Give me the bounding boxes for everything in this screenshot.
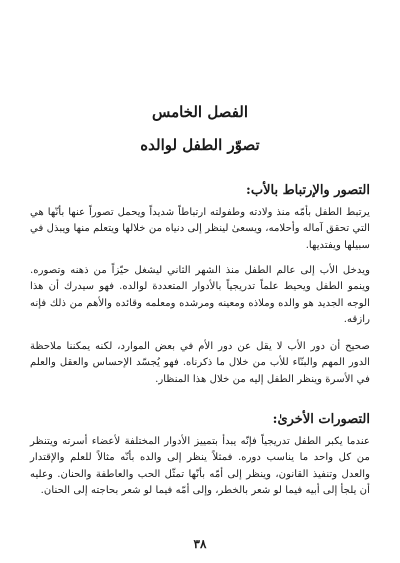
chapter-title: تصوّر الطفل لوالده	[140, 136, 260, 154]
chapter-number: الفصل الخامس	[151, 103, 249, 121]
page-number: ٣٨	[193, 537, 207, 551]
paragraph: عندما يكبر الطفل تدريجياً فإنّه يبدأ بتمييز الأدوار المختلفة لأعضاء أسرته ويتنظر من كل واحد ما يناسب دوره. فمثلاً ينظر إلى والده بأنّه مثالاً للعلم والإقتدار والعدل وتنفيذ القانون، وينظر إلى أمّه بأنّها تمثّل الحب والعاطفة والحنان. وعليه أن يلجأ إلى أبيه فيما لو شعر بالخطر، وإلى أمّه فيما لو شعر بحاجته إلى الحنان.	[30, 436, 370, 496]
section-heading-father-attachment: التصور والإرتباط بالأب:	[246, 183, 370, 198]
section-heading-other-perceptions: التصورات الأخرىٰ:	[272, 412, 370, 427]
paragraph: صحيح أن دور الأب لا يقل عن دور الأم في بعض الموارد، لكنه يمكننا ملاحظة الدور المهم والبنّاء للأب من خلال ما ذكرناه. فهو يُجسّد الإحساس والعقل والعلم في الأسرة وينظر الطفل إليه من خلال هذا المنظار.	[30, 341, 370, 385]
paragraph: ويدخل الأب إلى عالم الطفل منذ الشهر الثاني ليشغل حيّزاً من ذهنه وتصوره. وينمو الطفل ويحيط علماً تدريجياً بالأدوار المتعددة لوالده. فهو سيدرك أن هذا الوجه الجديد هو والده وملاذه ومعينه ومرشده ومعلمه وقائده والأهم من ذلك فإنه رازقه.	[30, 265, 370, 325]
paragraph: يرتبط الطفل بأمّه منذ ولادته وطفولته ارتباطاً شديداً ويحمل تصوراً عنها بأنّها هي التي تحقق آماله وأحلامه، ويسعىٰ لينظر إلى دنياه من خلالها ويتعلم منها ويبذل في سبيلها ويفتديها.	[30, 207, 370, 251]
